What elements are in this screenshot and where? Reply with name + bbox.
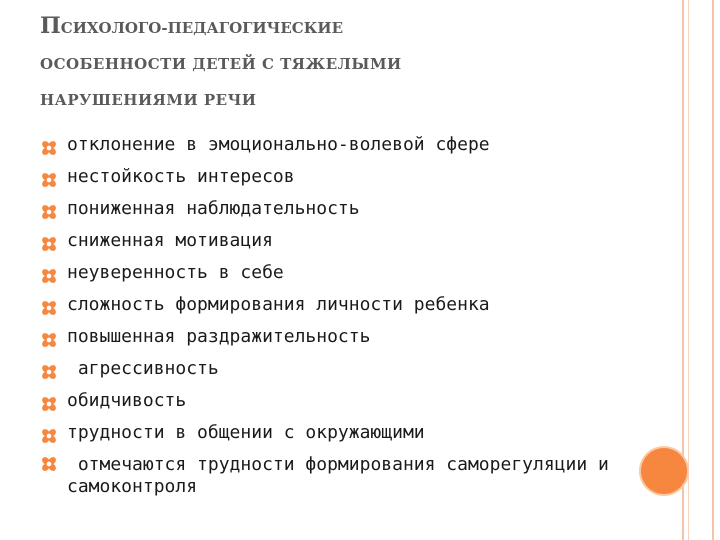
flower-bullet-icon bbox=[40, 392, 58, 410]
flower-bullet-icon bbox=[40, 136, 58, 154]
flower-bullet-icon bbox=[40, 424, 58, 442]
flower-bullet-icon bbox=[40, 296, 58, 314]
title-line-3: НАРУШЕНИЯМИ РЕЧИ bbox=[40, 91, 257, 109]
list-item: неуверенность в себе bbox=[40, 257, 660, 289]
decorative-rule bbox=[712, 0, 714, 540]
list-item: отмечаются трудности формирования саморегуляции и самоконтроля bbox=[40, 449, 660, 498]
title-line-2: ОСОБЕННОСТИ ДЕТЕЙ С ТЯЖЕЛЫМИ bbox=[40, 55, 402, 73]
slide-title bbox=[40, 4, 640, 118]
list-item: отклонение в эмоционально-волевой сфере bbox=[40, 129, 660, 161]
list-item: трудности в общении с окружающими bbox=[40, 417, 660, 449]
bullet-list bbox=[40, 129, 660, 498]
flower-bullet-icon bbox=[40, 328, 58, 346]
flower-bullet-icon bbox=[40, 455, 58, 473]
list-item: сниженная мотивация bbox=[40, 225, 660, 257]
list-item: нестойкость интересов bbox=[40, 161, 660, 193]
list-item: обидчивость bbox=[40, 385, 660, 417]
list-item: агрессивность bbox=[40, 353, 660, 385]
list-item: повышенная раздражительность bbox=[40, 321, 660, 353]
flower-bullet-icon bbox=[40, 200, 58, 218]
title-line-1: ПСИХОЛОГО-ПЕДАГОГИЧЕСКИЕ bbox=[40, 13, 343, 39]
list-item: пониженная наблюдательность bbox=[40, 193, 660, 225]
decorative-rule bbox=[688, 0, 689, 540]
list-item: сложность формирования личности ребенка bbox=[40, 289, 660, 321]
flower-bullet-icon bbox=[40, 168, 58, 186]
flower-bullet-icon bbox=[40, 232, 58, 250]
flower-bullet-icon bbox=[40, 264, 58, 282]
flower-bullet-icon bbox=[40, 360, 58, 378]
